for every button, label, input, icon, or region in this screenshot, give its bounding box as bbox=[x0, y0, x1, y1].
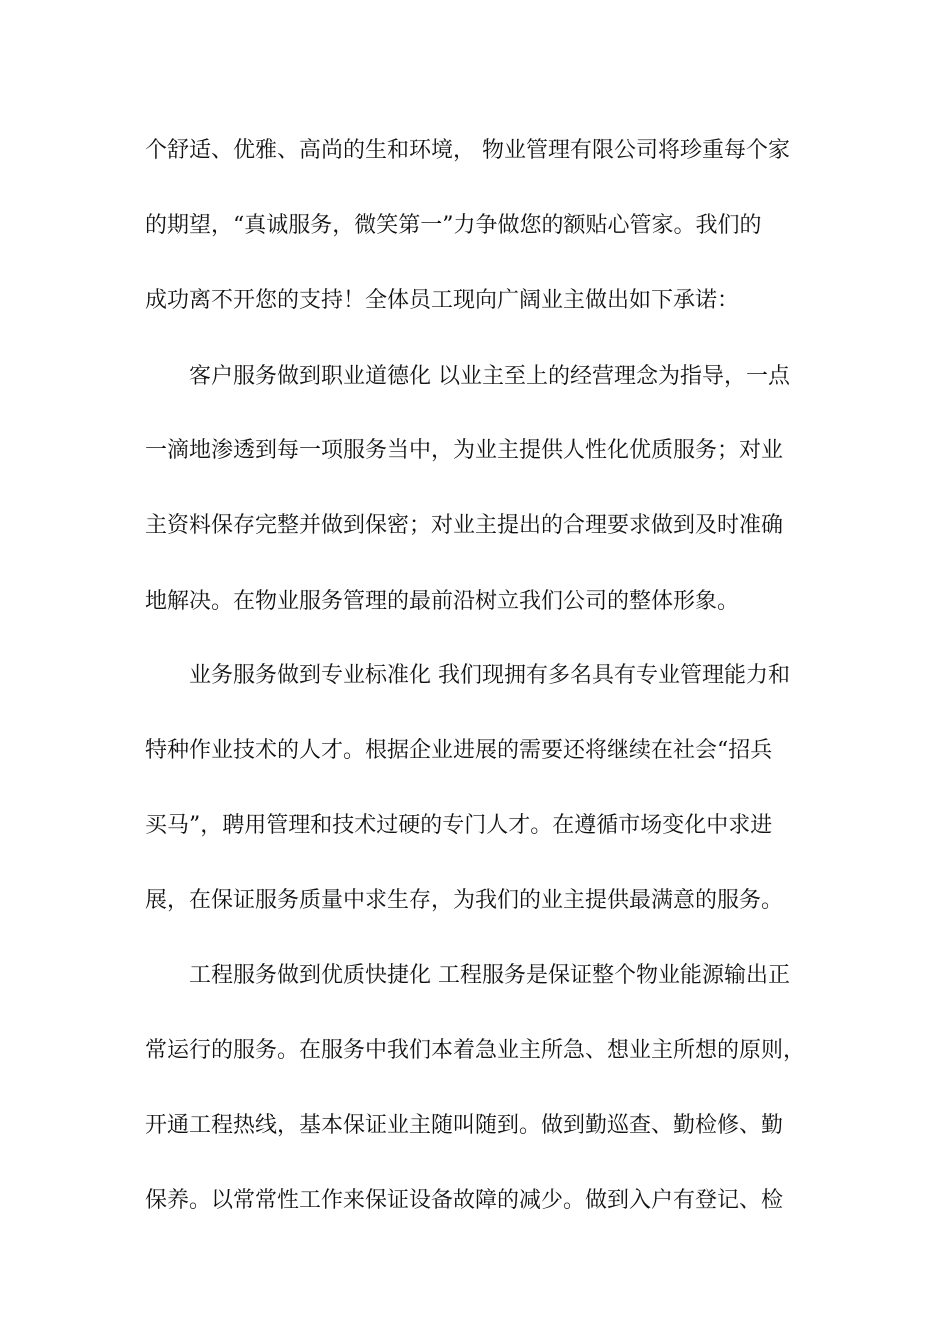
text-line: 成功离不开您的支持！全体员工现向广阔业主做出如下承诺： bbox=[145, 288, 740, 313]
text-line: 地解决。在物业服务管理的最前沿树立我们公司的整体形象。 bbox=[145, 589, 740, 614]
text-line: 常运行的服务。在服务中我们本着急业主所急、想业主所想的原则， bbox=[145, 1038, 806, 1063]
paragraph-heading-line: 客户服务做到职业道德化 以业主至上的经营理念为指导，一点 bbox=[189, 364, 790, 389]
paragraph-heading-line: 工程服务做到优质快捷化 工程服务是保证整个物业能源输出正 bbox=[189, 963, 790, 988]
text-line: 一滴地渗透到每一项服务当中，为业主提供人性化优质服务；对业 bbox=[145, 438, 784, 463]
text-line: 的期望，“真诚服务，微笑第一”力争做您的额贴心管家。我们的 bbox=[145, 213, 762, 238]
text-line: 个舒适、优雅、高尚的生和环境， 物业管理有限公司将珍重每个家 bbox=[145, 138, 790, 163]
text-line: 主资料保存完整并做到保密；对业主提出的合理要求做到及时准确 bbox=[145, 513, 784, 538]
paragraph-heading-line: 业务服务做到专业标准化 我们现拥有多名具有专业管理能力和 bbox=[189, 663, 790, 688]
text-line: 特种作业技术的人才。根据企业进展的需要还将继续在社会“招兵 bbox=[145, 738, 773, 763]
text-line: 保养。以常常性工作来保证设备故障的减少。做到入户有登记、检 bbox=[145, 1188, 784, 1213]
text-line: 开通工程热线，基本保证业主随叫随到。做到勤巡查、勤检修、勤 bbox=[145, 1113, 784, 1138]
text-line: 买马”，聘用管理和技术过硬的专门人才。在遵循市场变化中求进 bbox=[145, 813, 773, 838]
text-line: 展，在保证服务质量中求生存，为我们的业主提供最满意的服务。 bbox=[145, 888, 784, 913]
